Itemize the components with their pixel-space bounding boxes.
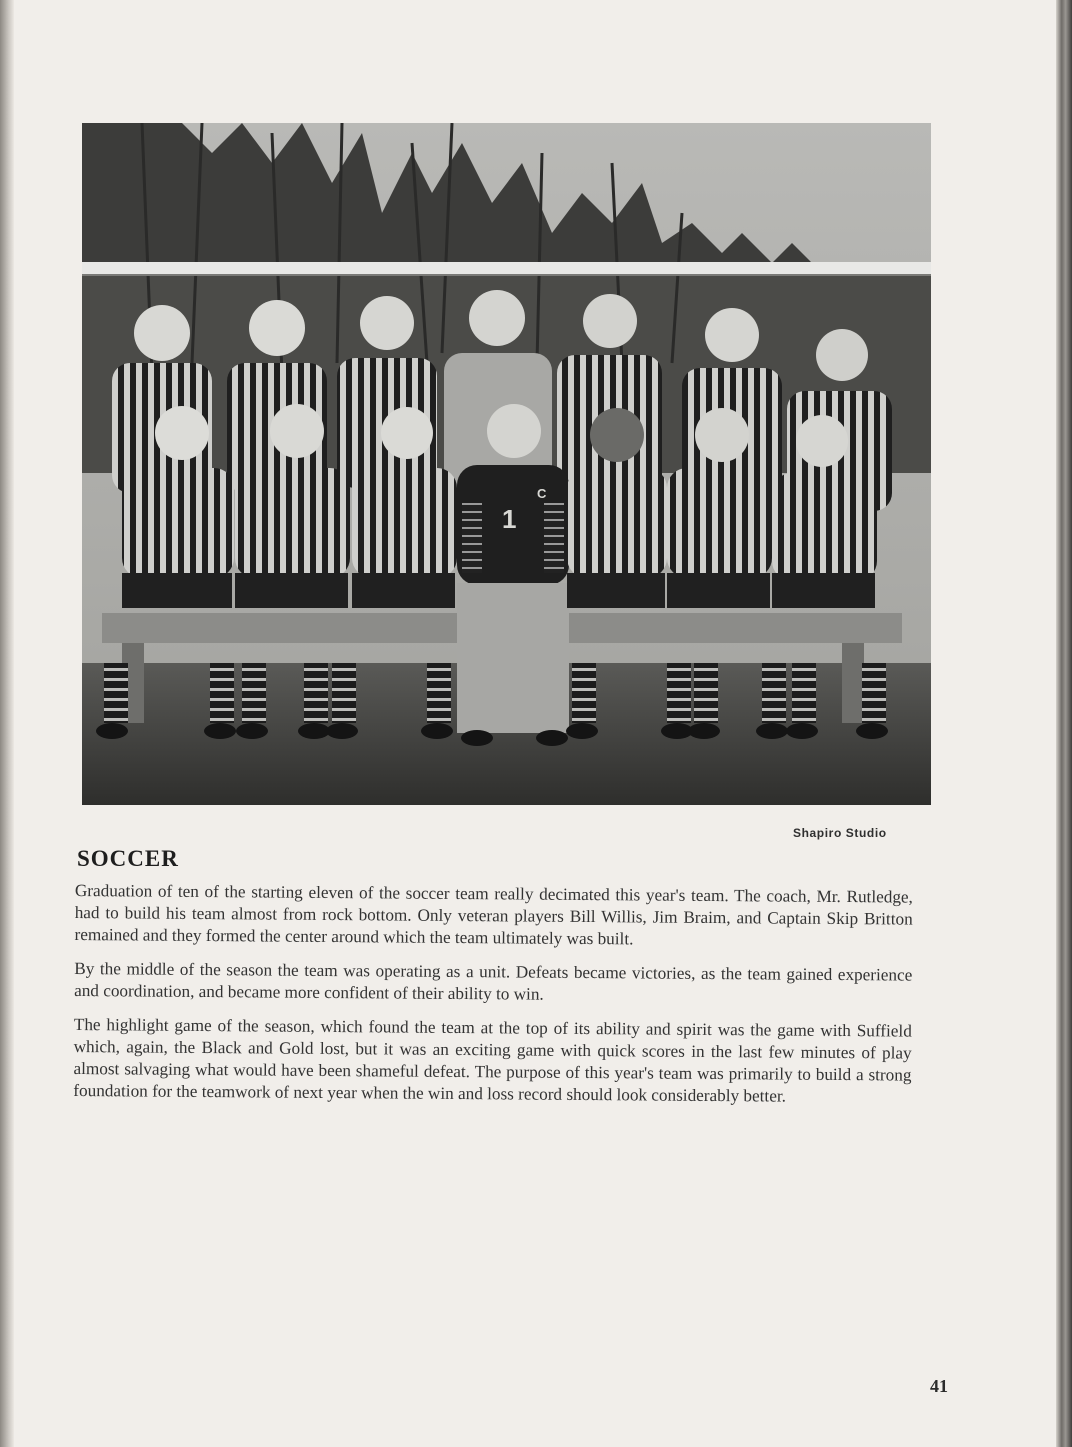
page-edge-stack — [1056, 0, 1072, 1447]
paragraph: By the middle of the season the team was operating as a unit. Defeats became victories, as the team gained experience and coordination, and became more confident of their ability to win. — [74, 958, 913, 1004]
goalkeeper-jersey-number: 1 — [502, 504, 517, 534]
goalkeeper-jersey-letter: C — [537, 486, 547, 501]
section-heading: SOCCER — [77, 846, 179, 871]
team-photo — [82, 123, 931, 805]
paragraph: The highlight game of the season, which found the team at the top of its ability and spirit was the game with Suffield which, again, the Black and Gold lost, but it was an exciting game with quick scores in the last few minutes of play almost salvaging what would have been shameful defeat. The purpose of this year's team was primarily to build a strong foundation for the teamwork of next year when the win and loss record should look considerably better. — [73, 1014, 912, 1106]
page-number: 41 — [930, 1376, 948, 1396]
photo-credit: Shapiro Studio — [793, 826, 887, 840]
page-gutter-shadow — [0, 0, 14, 1447]
paragraph: Graduation of ten of the starting eleven of the soccer team really decimated this year's team. The coach, Mr. Rutledge, had to build his team almost from rock bottom. Only veteran players Bill Willis, Jim Braim, and Captain Skip Britton remained and they formed the center around which the team ultimately was built. — [74, 880, 913, 949]
article-body — [73, 880, 913, 1121]
